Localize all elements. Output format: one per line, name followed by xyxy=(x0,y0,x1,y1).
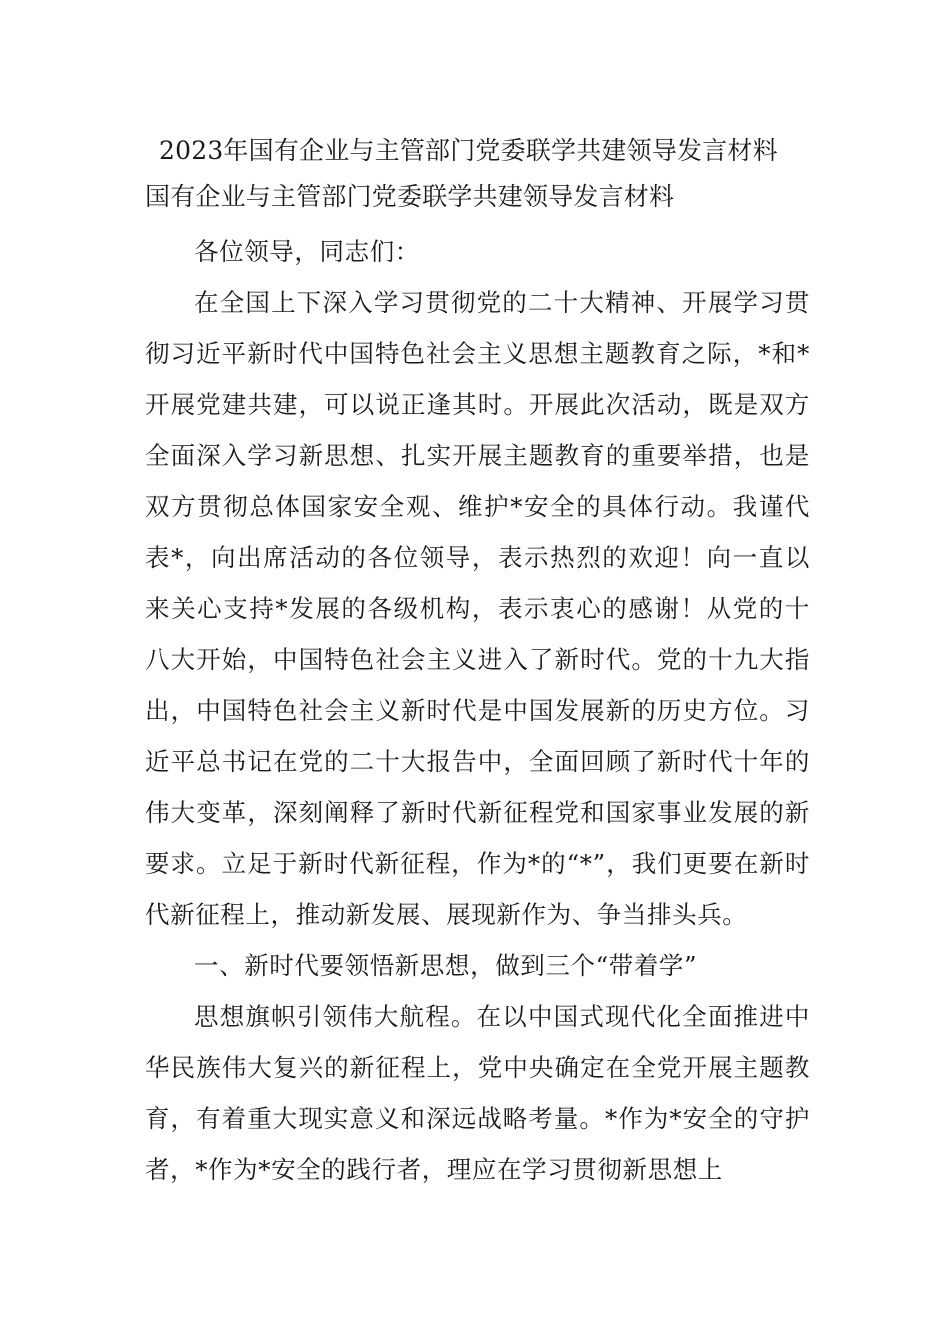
document-page xyxy=(145,128,810,1195)
paragraph-intro: 在全国上下深入学习贯彻党的二十大精神、开展学习贯彻习近平新时代中国特色社会主义思想主题教育之际，*和*开展党建共建，可以说正逢其时。开展此次活动，既是双方全面深入学习新思想、扎实开展主题教育的重要举措，也是双方贯彻总体国家安全观、维护*安全的具体行动。我谨代表*，向出席活动的各位领导，表示热烈的欢迎！向一直以来关心支持*发展的各级机构，表示衷心的感谢！从党的十八大开始，中国特色社会主义进入了新时代。党的十九大指出，中国特色社会主义新时代是中国发展新的历史方位。习近平总书记在党的二十大报告中，全面回顾了新时代十年的伟大变革，深刻阐释了新时代新征程党和国家事业发展的新要求。立足于新时代新征程，作为*的“*”，我们更要在新时代新征程上，推动新发展、展现新作为、争当排头兵。 xyxy=(145,288,810,929)
greeting: 各位领导，同志们： xyxy=(194,237,420,266)
paragraph-section-1: 思想旗帜引领伟大航程。在以中国式现代化全面推进中华民族伟大复兴的新征程上，党中央确定在全党开展主题教育，有着重大现实意义和深远战略考量。*作为*安全的守护者，*作为*安全的践行者，理应在学习贯彻新思想上 xyxy=(145,1002,810,1184)
document-subtitle: 国有企业与主管部门党委联学共建领导发言材料 xyxy=(145,182,675,211)
section-heading-1: 一、新时代要领悟新思想，做到三个“带着学” xyxy=(194,951,698,980)
document-title: 2023年国有企业与主管部门党委联学共建领导发言材料 xyxy=(159,136,778,165)
